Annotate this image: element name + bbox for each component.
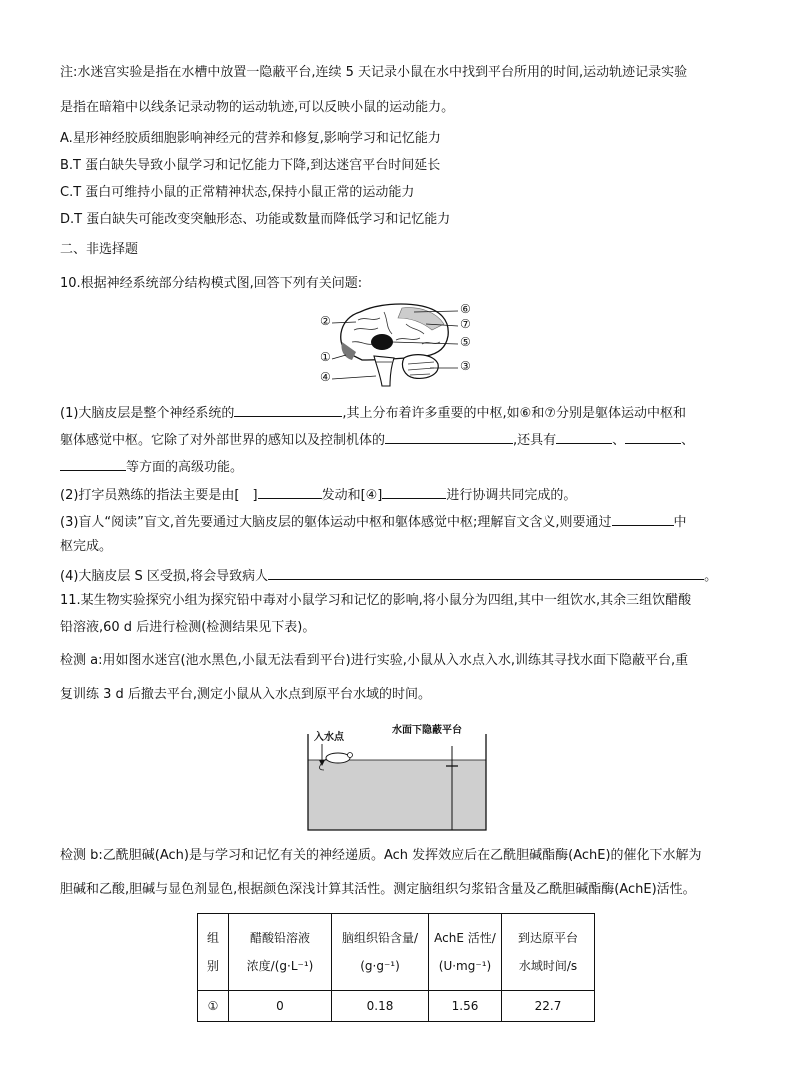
blank[interactable]: [60, 456, 126, 471]
q10-part1-line3: 等方面的高级功能。: [60, 456, 243, 477]
results-table: [197, 913, 595, 1022]
cell-lead-content: 0.18: [332, 991, 429, 1022]
label-3: ③: [460, 359, 471, 373]
blank[interactable]: [612, 511, 674, 526]
option-a: A.星形神经胶质细胞影响神经元的营养和修复,影响学习和记忆能力: [60, 131, 441, 146]
q10-part1-line2: 躯体感觉中枢。它除了对外部世界的感知以及控制机体的 ,还具有 、 、: [60, 429, 694, 450]
blank[interactable]: [556, 429, 612, 444]
label-4: ④: [320, 370, 331, 384]
cell-concentration: 0: [229, 991, 332, 1022]
blank[interactable]: [258, 484, 322, 499]
option-b: B.T 蛋白缺失导致小鼠学习和记忆能力下降,到达迷宫平台时间延长: [60, 158, 441, 173]
test-a-line2: 复训练 3 d 后撤去平台,测定小鼠从入水点到原平台水域的时间。: [60, 687, 432, 702]
cell-group: ①: [198, 991, 229, 1022]
q10-part2: (2)打字员熟练的指法主要是由[ ] 发动和[④] 进行协调共同完成的。: [60, 484, 576, 505]
header-lead-content: 脑组织铅含量/ (g·g⁻¹): [332, 914, 429, 991]
cell-ache-activity: 1.56: [429, 991, 502, 1022]
section-title: 二、非选择题: [60, 242, 139, 257]
table-row: [198, 991, 595, 1022]
q11-stem-line1: 11.某生物实验探究小组为探究铅中毒对小鼠学习和记忆的影响,将小鼠分为四组,其中一组饮水,其余三组饮醋酸: [60, 593, 692, 608]
label-hidden-platform: 水面下隐蔽平台: [392, 725, 462, 736]
q10-part3-line2: 枢完成。: [60, 539, 113, 554]
test-b-line1: 检测 b:乙酰胆碱(Ach)是与学习和记忆有关的神经递质。Ach 发挥效应后在乙酰胆碱酯酶(AchE)的催化下水解为: [60, 848, 702, 863]
option-d: D.T 蛋白缺失可能改变突触形态、功能或数量而降低学习和记忆能力: [60, 212, 451, 227]
q11-stem-line2: 铅溶液,60 d 后进行检测(检测结果见下表)。: [60, 620, 316, 635]
note-line-2: 是指在暗箱中以线条记录动物的运动轨迹,可以反映小鼠的运动能力。: [60, 100, 455, 115]
blank[interactable]: [385, 429, 513, 444]
option-c: C.T 蛋白可维持小鼠的正常精神状态,保持小鼠正常的运动能力: [60, 185, 415, 200]
table-header-row: [198, 914, 595, 991]
label-entry-point: 入水点: [314, 732, 344, 743]
label-7: ⑦: [460, 317, 471, 331]
blank[interactable]: [234, 402, 342, 417]
blank[interactable]: [625, 429, 681, 444]
test-a-line1: 检测 a:用如图水迷宫(池水黑色,小鼠无法看到平台)进行实验,小鼠从入水点入水,训练其寻找水面下隐蔽平台,重: [60, 653, 689, 668]
test-b-line2: 胆碱和乙酸,胆碱与显色剂显色,根据颜色深浅计算其活性。测定脑组织匀浆铅含量及乙酰胆碱酯酶(AchE)活性。: [60, 882, 696, 897]
label-5: ⑤: [460, 335, 471, 349]
label-1: ①: [320, 350, 331, 364]
blank[interactable]: [382, 484, 446, 499]
label-2: ②: [320, 314, 331, 328]
brain-figure: [310, 300, 490, 390]
water-maze-figure: [300, 718, 494, 834]
header-time: 到达原平台 水域时间/s: [502, 914, 595, 991]
cell-time: 22.7: [502, 991, 595, 1022]
header-group: 组 别: [198, 914, 229, 991]
label-6: ⑥: [460, 302, 471, 316]
header-concentration: 醋酸铅溶液 浓度/(g·L⁻¹): [229, 914, 332, 991]
blank[interactable]: [268, 565, 704, 580]
q10-part3-line1: (3)盲人“阅读”盲文,首先要通过大脑皮层的躯体运动中枢和躯体感觉中枢;理解盲文含义,则要通过 中: [60, 511, 687, 532]
header-ache-activity: AchE 活性/ (U·mg⁻¹): [429, 914, 502, 991]
q10-part4: (4)大脑皮层 S 区受损,将会导致病人 。: [60, 565, 717, 586]
q10-stem: 10.根据神经系统部分结构模式图,回答下列有关问题:: [60, 276, 363, 291]
note-line-1: 注:水迷宫实验是指在水槽中放置一隐蔽平台,连续 5 天记录小鼠在水中找到平台所用的时间,运动轨迹记录实验: [60, 65, 688, 80]
q10-part1-line1: (1)大脑皮层是整个神经系统的 ,其上分布着许多重要的中枢,如⑥和⑦分别是躯体运动中枢和: [60, 402, 686, 423]
